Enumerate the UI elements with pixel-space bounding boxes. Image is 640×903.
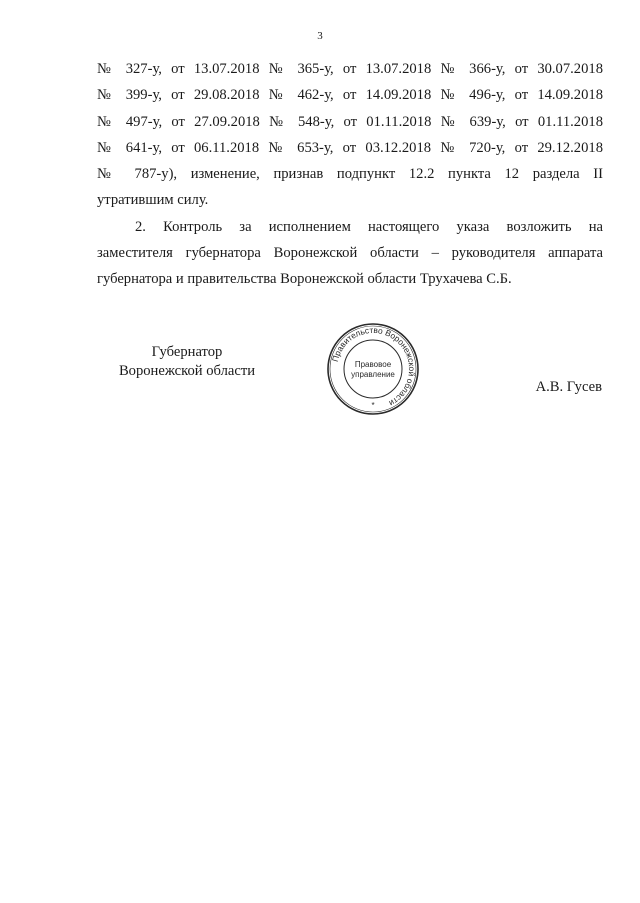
paragraph-2-line: заместителя губернатора Воронежской области – руководителя аппарата — [97, 245, 603, 262]
signatory-title-line: Губернатор — [151, 344, 223, 360]
stamp-center-line: управление — [351, 370, 395, 379]
paragraph-2-line: 2. Контроль за исполнением настоящего указа возложить на — [135, 218, 603, 235]
signatory-name: А.В. Гусев — [535, 379, 602, 395]
document-body — [97, 56, 603, 293]
official-stamp — [326, 322, 420, 416]
body-line: № 327-у, от 13.07.2018 № 365-у, от 13.07.2018 № 366-у, от 30.07.2018 — [97, 61, 603, 77]
body-line: № 641-у, от 06.11.2018 № 653-у, от 03.12.2018 № 720-у, от 29.12.2018 — [97, 139, 603, 156]
body-line: № 497-у, от 27.09.2018 № 548-у, от 01.11.2018 № 639-у, от 01.11.2018 — [97, 113, 603, 130]
stamp-star: * — [371, 401, 375, 410]
page-number: 3 — [317, 30, 323, 42]
signatory-title — [97, 343, 277, 381]
stamp-seal-icon — [326, 322, 420, 416]
stamp-ring-text: Правительство Воронежской области — [329, 324, 418, 409]
body-line: утратившим силу. — [97, 192, 209, 209]
stamp-center-line: Правовое — [354, 360, 392, 369]
signatory-title-line: Воронежской области — [118, 363, 256, 379]
body-line: № 787-у), изменение, признав подпункт 12.2 пункта 12 раздела II — [97, 166, 603, 183]
body-line: № 399-у, от 29.08.2018 № 462-у, от 14.09.2018 № 496-у, от 14.09.2018 — [97, 87, 603, 104]
paragraph-2-line: губернатора и правительства Воронежской области Трухачева С.Б. — [97, 271, 512, 288]
